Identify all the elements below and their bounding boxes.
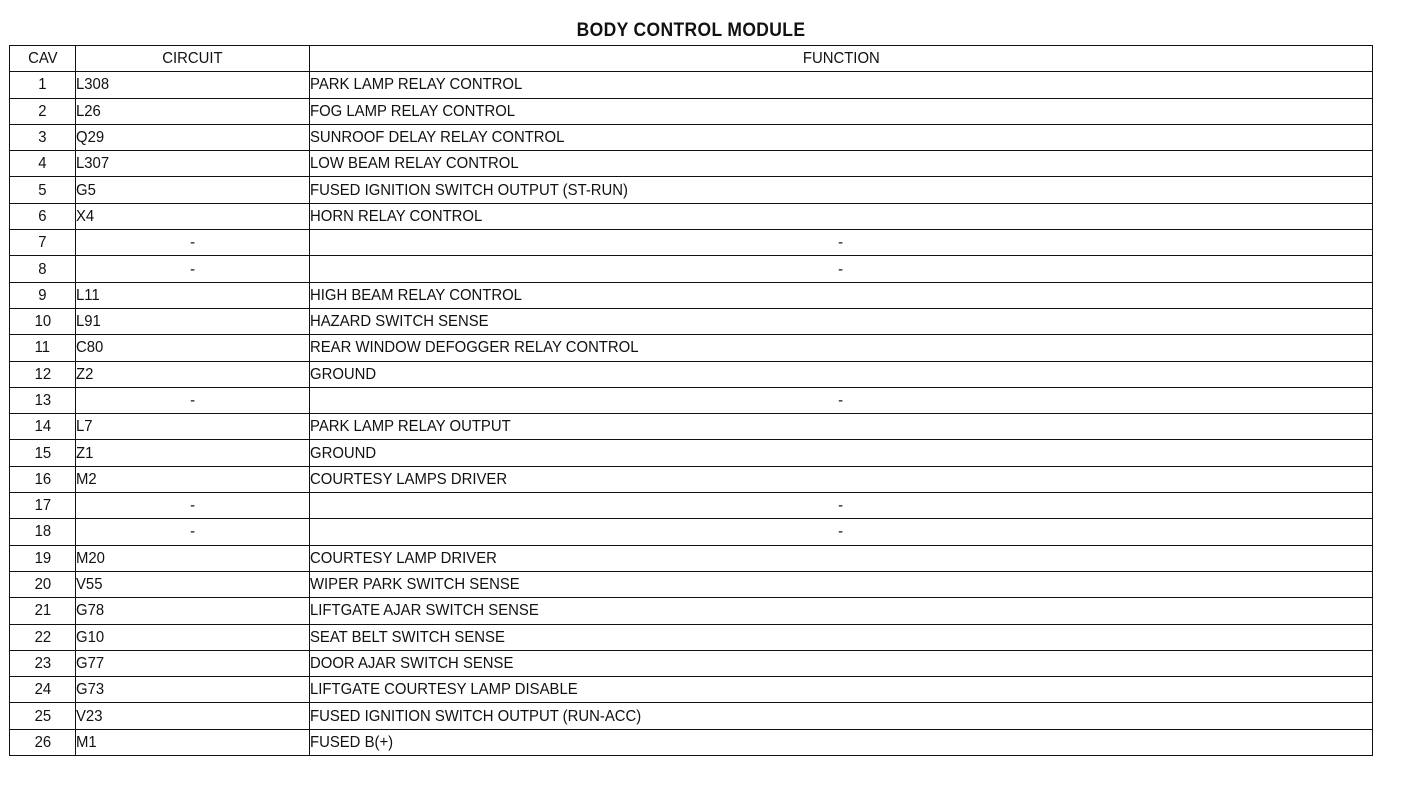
circuit-cell: - [76,493,310,519]
cav-cell: 26 [10,729,76,755]
function-cell: LIFTGATE AJAR SWITCH SENSE [310,598,1373,624]
cav-cell: 2 [10,98,76,124]
circuit-cell: G5 [76,177,310,203]
table-row [10,256,1373,282]
table-header-row [10,46,1373,72]
table-row [10,335,1373,361]
cav-cell: 8 [10,256,76,282]
function-cell: REAR WINDOW DEFOGGER RELAY CONTROL [310,335,1373,361]
function-cell: FUSED B(+) [310,729,1373,755]
table-row [10,230,1373,256]
function-cell: LOW BEAM RELAY CONTROL [310,151,1373,177]
table-row [10,151,1373,177]
cav-cell: 14 [10,414,76,440]
table-row [10,124,1373,150]
cav-cell: 5 [10,177,76,203]
function-cell: LIFTGATE COURTESY LAMP DISABLE [310,677,1373,703]
circuit-cell: L307 [76,151,310,177]
circuit-cell: G77 [76,650,310,676]
circuit-cell: L11 [76,282,310,308]
table-row [10,361,1373,387]
circuit-cell: G78 [76,598,310,624]
function-cell: - [310,256,1373,282]
table-row [10,387,1373,413]
cav-cell: 24 [10,677,76,703]
circuit-cell: G73 [76,677,310,703]
circuit-cell: - [76,387,310,413]
cav-cell: 10 [10,308,76,334]
table-row [10,466,1373,492]
circuit-cell: V23 [76,703,310,729]
circuit-cell: L7 [76,414,310,440]
cav-cell: 18 [10,519,76,545]
cav-cell: 6 [10,203,76,229]
table-row [10,440,1373,466]
circuit-cell: L91 [76,308,310,334]
cav-cell: 1 [10,72,76,98]
circuit-cell: Z1 [76,440,310,466]
cav-cell: 16 [10,466,76,492]
cav-cell: 11 [10,335,76,361]
circuit-cell: - [76,230,310,256]
circuit-cell: V55 [76,571,310,597]
circuit-cell: Z2 [76,361,310,387]
function-cell: WIPER PARK SWITCH SENSE [310,571,1373,597]
circuit-cell: L26 [76,98,310,124]
table-row [10,72,1373,98]
function-cell: HIGH BEAM RELAY CONTROL [310,282,1373,308]
table-row [10,203,1373,229]
function-cell: FOG LAMP RELAY CONTROL [310,98,1373,124]
cav-cell: 20 [10,571,76,597]
circuit-cell: M2 [76,466,310,492]
cav-cell: 9 [10,282,76,308]
page-title: BODY CONTROL MODULE [576,20,806,41]
circuit-cell: L308 [76,72,310,98]
table-row [10,308,1373,334]
table-row [10,729,1373,755]
function-cell: DOOR AJAR SWITCH SENSE [310,650,1373,676]
cav-cell: 13 [10,387,76,413]
circuit-cell: - [76,256,310,282]
table-row [10,414,1373,440]
cav-cell: 22 [10,624,76,650]
cav-cell: 15 [10,440,76,466]
circuit-cell: M20 [76,545,310,571]
table-row [10,624,1373,650]
column-header-cav: CAV [10,46,76,72]
function-cell: GROUND [310,361,1373,387]
table-body [10,72,1373,756]
function-cell: SEAT BELT SWITCH SENSE [310,624,1373,650]
circuit-cell: G10 [76,624,310,650]
table-row [10,493,1373,519]
function-cell: - [310,493,1373,519]
function-cell: FUSED IGNITION SWITCH OUTPUT (ST-RUN) [310,177,1373,203]
table-row [10,282,1373,308]
cav-cell: 25 [10,703,76,729]
cav-cell: 4 [10,151,76,177]
function-cell: HAZARD SWITCH SENSE [310,308,1373,334]
function-cell: - [310,230,1373,256]
table-row [10,598,1373,624]
table-row [10,650,1373,676]
function-cell: COURTESY LAMPS DRIVER [310,466,1373,492]
table-row [10,571,1373,597]
cav-cell: 3 [10,124,76,150]
function-cell: - [310,387,1373,413]
table-row [10,677,1373,703]
table-row [10,98,1373,124]
function-cell: PARK LAMP RELAY CONTROL [310,72,1373,98]
circuit-cell: C80 [76,335,310,361]
function-cell: - [310,519,1373,545]
circuit-cell: - [76,519,310,545]
table-row [10,519,1373,545]
column-header-circuit: CIRCUIT [76,46,310,72]
table-row [10,545,1373,571]
function-cell: COURTESY LAMP DRIVER [310,545,1373,571]
circuit-cell: Q29 [76,124,310,150]
connector-pinout-table [9,45,1373,756]
cav-cell: 21 [10,598,76,624]
function-cell: HORN RELAY CONTROL [310,203,1373,229]
circuit-cell: X4 [76,203,310,229]
cav-cell: 7 [10,230,76,256]
function-cell: SUNROOF DELAY RELAY CONTROL [310,124,1373,150]
table-row [10,703,1373,729]
table-row [10,177,1373,203]
cav-cell: 19 [10,545,76,571]
column-header-function: FUNCTION [310,46,1373,72]
cav-cell: 17 [10,493,76,519]
cav-cell: 12 [10,361,76,387]
function-cell: FUSED IGNITION SWITCH OUTPUT (RUN-ACC) [310,703,1373,729]
circuit-cell: M1 [76,729,310,755]
function-cell: GROUND [310,440,1373,466]
function-cell: PARK LAMP RELAY OUTPUT [310,414,1373,440]
cav-cell: 23 [10,650,76,676]
